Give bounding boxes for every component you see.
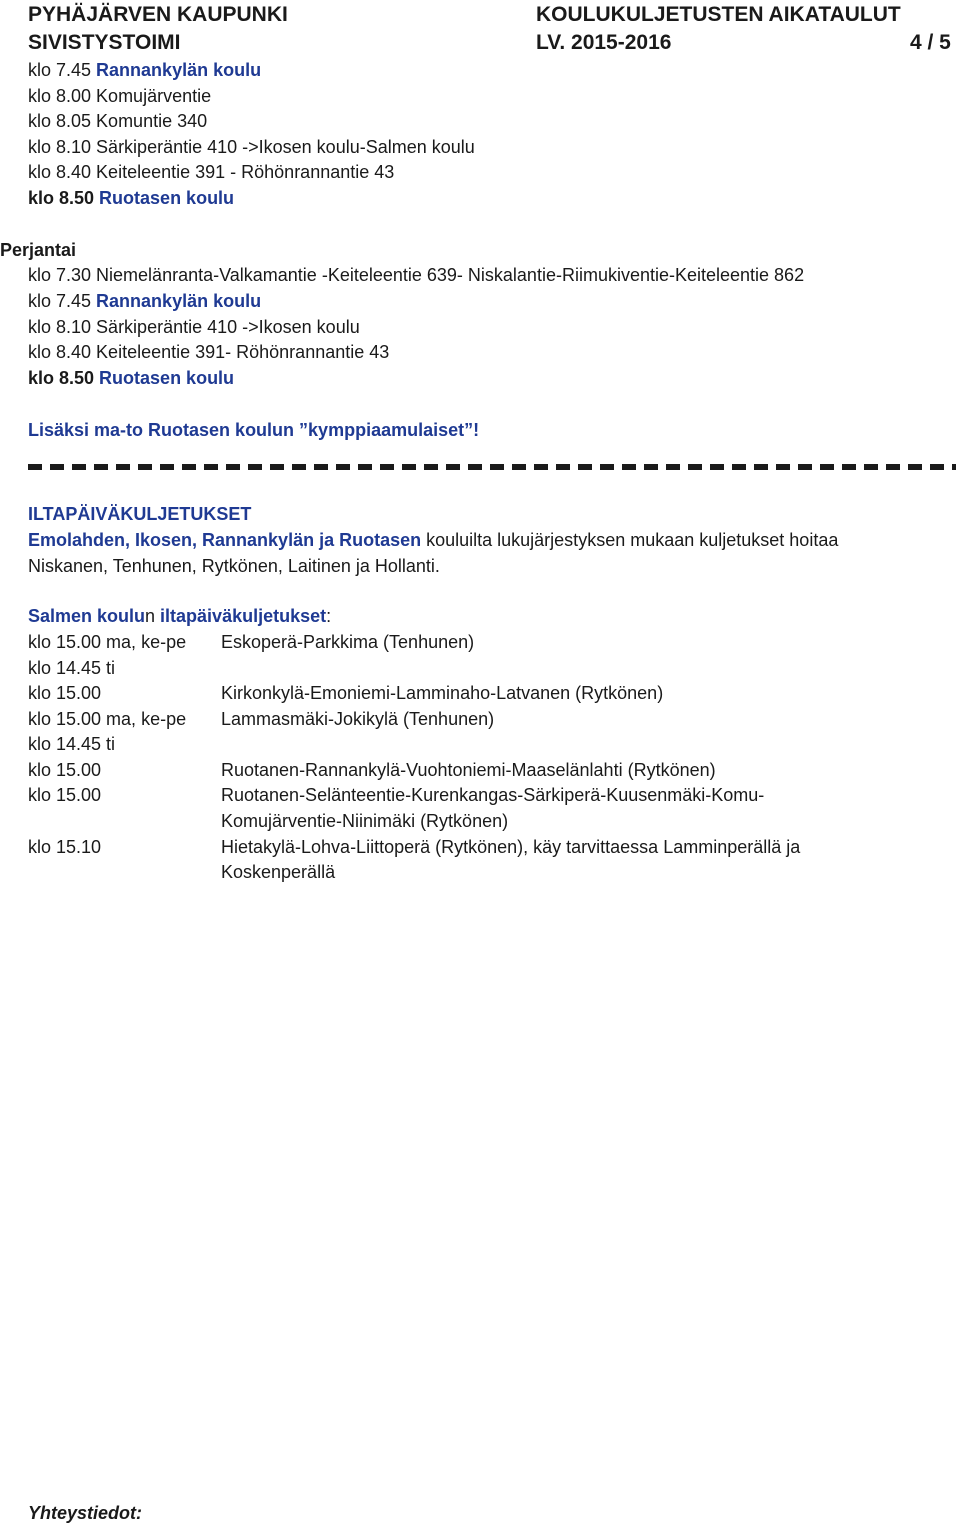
place: Särkiperäntie 410 ->Ikosen koulu-Salmen koulu: [96, 137, 475, 157]
row-time: klo 14.45 ti: [28, 658, 116, 678]
intro-rest: kouluilta lukujärjestyksen mukaan kuljetukset hoitaa: [421, 530, 839, 550]
top-line: [28, 159, 394, 185]
time: klo 8.00: [28, 86, 97, 106]
header-org: PYHÄJÄRVEN KAUPUNKI: [28, 3, 288, 26]
row-time: klo 15.00: [28, 760, 102, 780]
row-route: Eskoperä-Parkkima (Tenhunen): [221, 632, 475, 652]
place: Keiteleentie 391- Röhönrannantie 43: [96, 342, 390, 362]
top-line: [28, 134, 475, 160]
friday-line: [28, 365, 234, 391]
place: Komuntie 340: [96, 111, 208, 131]
friday-line: [28, 339, 389, 365]
afternoon-heading: ILTAPÄIVÄKULJETUKSET: [28, 504, 252, 524]
row-route: Koskenperällä: [221, 862, 336, 882]
header-dept: SIVISTYSTOIMI: [28, 31, 181, 54]
note-quote: kymppiaamulaiset: [308, 420, 465, 440]
row-route: Komujärventie-Niinimäki (Rytkönen): [221, 811, 509, 831]
dashed-divider: [28, 464, 956, 470]
row-time: klo 15.00: [28, 785, 102, 805]
time: klo 7.45: [28, 291, 97, 311]
friday-line: [28, 314, 360, 340]
afternoon-intro: [28, 527, 838, 553]
place: Ruotasen koulu: [99, 368, 235, 388]
row-time: klo 15.10: [28, 837, 102, 857]
time: klo 8.10: [28, 137, 97, 157]
time: klo 8.50: [28, 368, 100, 388]
place: Rannankylän koulu: [96, 60, 262, 80]
place: Komujärventie: [96, 86, 212, 106]
header-page-number: 4 / 5: [910, 31, 951, 54]
salmi-title: iltapäiväkuljetukset: [160, 606, 327, 626]
header-title: KOULUKULJETUSTEN AIKATAULUT: [536, 3, 901, 26]
time: klo 8.05: [28, 111, 97, 131]
footer-contacts: Yhteystiedot:: [28, 1503, 143, 1523]
top-line: [28, 185, 234, 211]
time: klo 8.10: [28, 317, 97, 337]
note-end: !: [473, 420, 480, 440]
intro-schools: Emolahden, Ikosen, Rannankylän ja Ruotasen: [28, 530, 422, 550]
place: Niemelänranta-Valkamantie -Keiteleentie 639- Niskalantie-Riimukiventie-Keiteleentie 862: [96, 265, 805, 285]
row-route: Ruotanen-Rannankylä-Vuohtoniemi-Maaselänlahti (Rytkönen): [221, 760, 716, 780]
friday-line: [28, 262, 804, 288]
salmi-colon: :: [326, 606, 332, 626]
place: Ruotasen koulu: [99, 188, 235, 208]
afternoon-intro-line2: Niskanen, Tenhunen, Rytkönen, Laitinen ja Hollanti.: [28, 556, 440, 576]
time: klo 7.45: [28, 60, 97, 80]
top-line: [28, 83, 211, 109]
row-route: Hietakylä-Lohva-Liittoperä (Rytkönen), käy tarvittaessa Lamminperällä ja: [221, 837, 801, 857]
place: Keiteleentie 391 - Röhönrannantie 43: [96, 162, 395, 182]
place: Rannankylän koulu: [96, 291, 262, 311]
time: klo 8.40: [28, 162, 97, 182]
row-route: Ruotanen-Selänteentie-Kurenkangas-Särkiperä-Kuusenmäki-Komu-: [221, 785, 765, 805]
row-route: Lammasmäki-Jokikylä (Tenhunen): [221, 709, 495, 729]
friday-heading: Perjantai: [0, 240, 77, 260]
note-text: Lisäksi ma-to Ruotasen koulun: [28, 420, 300, 440]
salmi-suffix: n: [145, 606, 161, 626]
time: klo 7.30: [28, 265, 97, 285]
place: Särkiperäntie 410 ->Ikosen koulu: [96, 317, 360, 337]
friday-line: [28, 288, 261, 314]
top-line: [28, 108, 207, 134]
header-year: LV. 2015-2016: [536, 31, 672, 54]
salmi-heading: [28, 603, 331, 629]
row-time: klo 15.00 ma, ke-pe: [28, 632, 187, 652]
top-line: [28, 57, 261, 83]
row-time: klo 15.00: [28, 683, 102, 703]
row-time: klo 15.00 ma, ke-pe: [28, 709, 187, 729]
salmi-school: Salmen koulu: [28, 606, 146, 626]
time: klo 8.40: [28, 342, 97, 362]
row-time: klo 14.45 ti: [28, 734, 116, 754]
friday-note: Lisäksi ma-to Ruotasen koulun ”kymppiaamulaiset”!: [28, 420, 480, 440]
time: klo 8.50: [28, 188, 100, 208]
row-route: Kirkonkylä-Emoniemi-Lamminaho-Latvanen (Rytkönen): [221, 683, 664, 703]
